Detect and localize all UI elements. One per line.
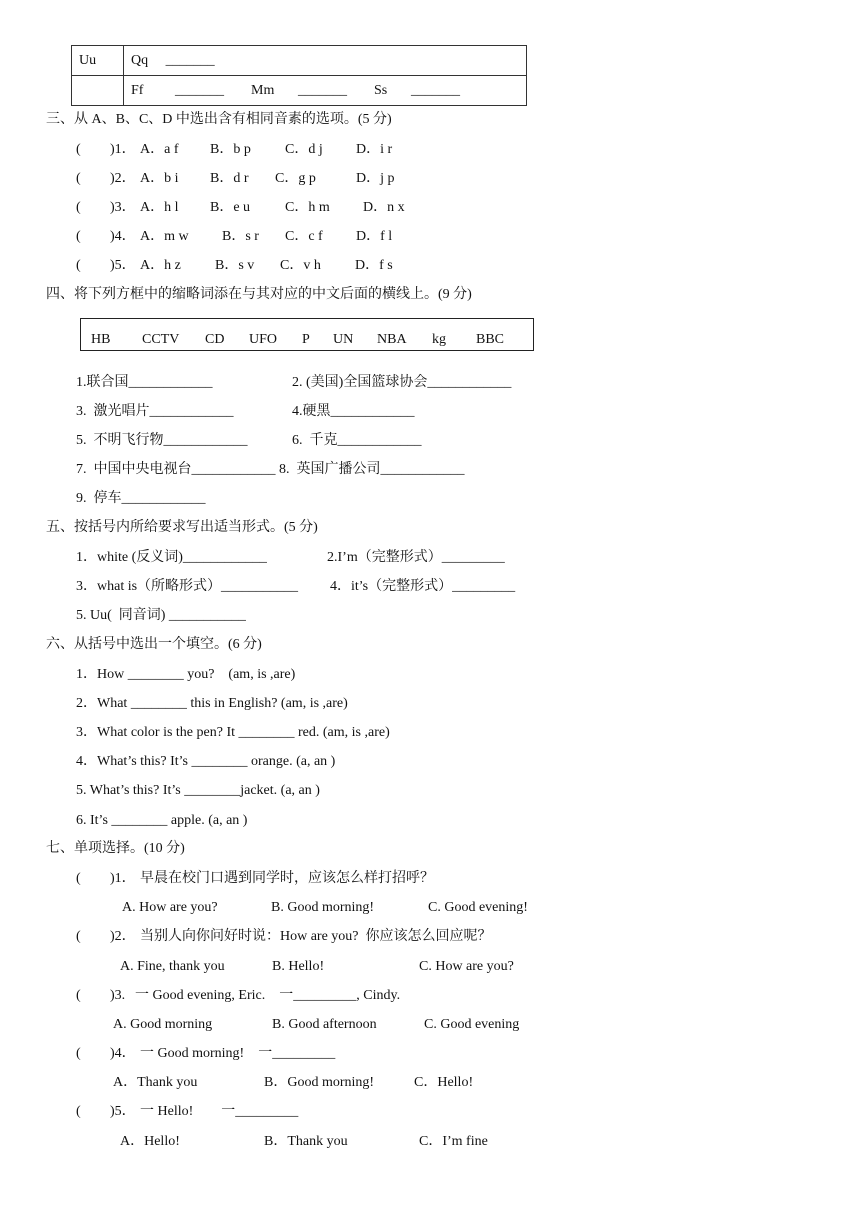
question-text: 一 Good evening, Eric. 一_________, Cindy. [135,988,401,1003]
abbr-item: UN [333,332,354,347]
section6-heading: 六、从括号中选出一个填空。(6 分) [46,637,262,652]
section4-line-left: 1.联合国____________ [76,375,213,390]
answer-paren: ( [76,258,81,273]
answer-paren: ( [76,871,81,886]
section5-line-left: 1．white (反义词)____________ [76,550,267,565]
option-a: A. How are you? [122,900,218,915]
option-a: A．a f [140,142,179,157]
option-b: B．b p [210,142,251,157]
table-blank-ff: _______ [175,83,224,98]
question-text: 一 Good morning! 一_________ [140,1046,336,1061]
option-d: D．f l [356,229,393,244]
option-c: C. Good evening! [428,900,528,915]
section5-line-left: 5. Uu( 同音词) ___________ [76,608,246,623]
option-b: B．Good morning! [264,1075,375,1090]
question-number: )5． [110,258,136,273]
abbr-item: UFO [249,332,278,347]
section4-line-right: 2. (美国)全国篮球协会____________ [292,375,512,390]
option-a: A．Thank you [113,1075,198,1090]
option-a: A．b i [140,171,179,186]
section5-line-right: 2.I’m（完整形式）_________ [327,550,505,565]
section3-heading: 三、从 A、B、C、D 中选出含有相同音素的选项。(5 分) [46,112,392,127]
option-b: B．Thank you [264,1134,348,1149]
abbr-item: P [302,332,310,347]
abbr-item: CCTV [142,332,180,347]
section5-line-right: 4．it’s（完整形式）_________ [330,579,516,594]
option-b: B. Hello! [272,959,325,974]
section4-line-left: 5. 不明飞行物____________ [76,433,248,448]
question-number: )2． [110,929,136,944]
abbr-item: kg [432,332,446,347]
question-text: 当别人向你问好时说：How are you? 你应该怎么回应呢？ [140,929,492,944]
option-a: A. Good morning [113,1017,213,1032]
answer-paren: ( [76,142,81,157]
option-b: B. Good afternoon [272,1017,377,1032]
option-c: C. How are you? [419,959,514,974]
option-b: B．s r [222,229,259,244]
question-number: )4． [110,1046,136,1061]
section4-line-left: 3. 激光唱片____________ [76,404,234,419]
question-number: )3. [110,988,126,1003]
table-cell-uu: Uu [79,53,97,68]
option-d: D．n x [363,200,405,215]
abbr-item: NBA [377,332,407,347]
option-d: D．i r [356,142,393,157]
question-number: )2． [110,171,136,186]
question-number: )1． [110,142,136,157]
section4-line-left: 9. 停车____________ [76,491,206,506]
table-cell-ff: Ff [131,83,144,98]
answer-paren: ( [76,1046,81,1061]
answer-paren: ( [76,229,81,244]
option-b: B．s v [215,258,255,273]
option-c: C．c f [285,229,323,244]
table-cell-mm: Mm [251,83,275,98]
question-number: )4． [110,229,136,244]
question-text: 早晨在校门口遇到同学时，应该怎么样打招呼？ [140,871,434,886]
question-number: )5． [110,1104,136,1119]
option-a: A．h z [140,258,181,273]
abbr-item: HB [91,332,111,347]
option-c: C．h m [285,200,330,215]
section6-item: 2．What ________ this in English? (am, is ,are) [76,696,348,711]
option-a: A．m w [140,229,189,244]
section4-line-right: 4.硬黑____________ [292,404,415,419]
option-c: C．I’m fine [419,1134,488,1149]
section6-item: 6. It’s ________ apple. (a, an ) [76,813,248,828]
option-c: C．Hello! [414,1075,474,1090]
option-c: C．d j [285,142,323,157]
abbr-item: CD [205,332,225,347]
table-blank-ss: _______ [411,83,460,98]
question-number: )1． [110,871,136,886]
table-cell-ss: Ss [374,83,388,98]
option-b: B．d r [210,171,249,186]
section7-heading: 七、单项选择。(10 分) [46,841,185,856]
option-c: C．g p [275,171,316,186]
section4-line-left: 7. 中国中央电视台____________ 8. 英国广播公司____________ [76,462,465,477]
table-cell-qq: Qq _______ [131,53,215,68]
table-blank-mm: _______ [298,83,347,98]
section6-item: 4．What’s this? It’s ________ orange. (a, an ) [76,754,336,769]
option-d: D．j p [356,171,395,186]
section4-line-right: 6. 千克____________ [292,433,422,448]
section6-item: 1．How ________ you? (am, is ,are) [76,667,296,682]
option-a: A. Fine, thank you [120,959,225,974]
section6-item: 5. What’s this? It’s ________jacket. (a, an ) [76,783,320,798]
option-c: C．v h [280,258,321,273]
option-d: D．f s [355,258,393,273]
table-row-divider [71,75,526,76]
section4-heading: 四、将下列方框中的缩略词添在与其对应的中文后面的横线上。(9 分) [46,287,472,302]
question-number: )3． [110,200,136,215]
option-c: C. Good evening [424,1017,520,1032]
question-text: 一 Hello! 一_________ [140,1104,299,1119]
answer-paren: ( [76,1104,81,1119]
option-a: A．Hello! [120,1134,180,1149]
option-a: A．h l [140,200,179,215]
answer-paren: ( [76,988,81,1003]
section6-item: 3．What color is the pen? It ________ red. (am, is ,are) [76,725,390,740]
answer-paren: ( [76,200,81,215]
table-col-divider [123,45,124,105]
section5-heading: 五、按括号内所给要求写出适当形式。(5 分) [46,520,318,535]
option-b: B．e u [210,200,251,215]
answer-paren: ( [76,929,81,944]
abbr-item: BBC [476,332,505,347]
section5-line-left: 3．what is（所略形式）___________ [76,579,299,594]
option-b: B. Good morning! [271,900,375,915]
answer-paren: ( [76,171,81,186]
